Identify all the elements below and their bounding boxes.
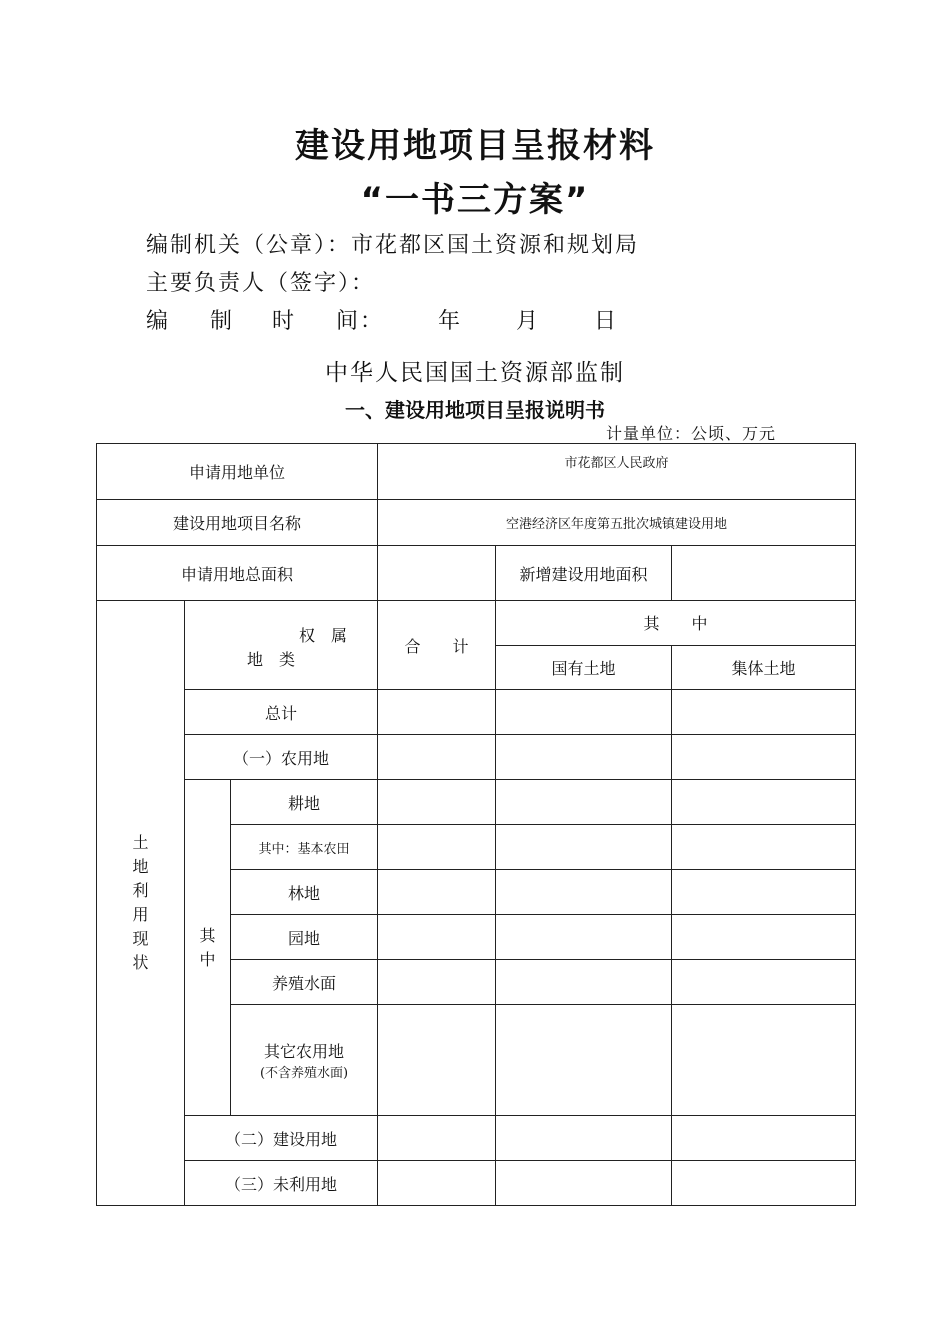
other-agri-note: (不含养殖水面) bbox=[259, 1066, 349, 1081]
cultivated-label: 耕地 bbox=[231, 780, 378, 825]
project-row bbox=[97, 500, 856, 546]
row-unused bbox=[97, 1161, 856, 1206]
cell bbox=[672, 915, 856, 960]
cell bbox=[496, 690, 672, 735]
cell bbox=[496, 915, 672, 960]
applicant-label: 申请用地单位 bbox=[97, 444, 378, 500]
org-line bbox=[146, 228, 639, 259]
row-construction bbox=[97, 1116, 856, 1161]
cell bbox=[496, 1005, 672, 1116]
row-agri bbox=[97, 735, 856, 780]
document-title: 建设用地项目呈报材料 bbox=[295, 126, 655, 166]
state-land-header: 国有土地 bbox=[496, 645, 672, 690]
cell bbox=[378, 960, 496, 1005]
agri-label: （一）农用地 bbox=[185, 735, 378, 780]
cell bbox=[496, 780, 672, 825]
project-label: 建设用地项目名称 bbox=[97, 500, 378, 546]
other-agri-cell bbox=[231, 1005, 378, 1116]
cell bbox=[378, 870, 496, 915]
cell bbox=[672, 735, 856, 780]
supervisor-line: 中华人民国国土资源部监制 bbox=[325, 360, 625, 386]
applicant-value: 市花都区人民政府 bbox=[378, 444, 856, 500]
document-subtitle: “一书三方案” bbox=[360, 180, 590, 220]
landtype-label: 地 类 bbox=[247, 650, 296, 669]
date-char-3: 时 bbox=[272, 309, 297, 334]
total-area-label: 申请用地总面积 bbox=[97, 546, 378, 601]
total-header: 合 计 bbox=[378, 601, 496, 690]
project-value: 空港经济区年度第五批次城镇建设用地 bbox=[378, 500, 856, 546]
cell bbox=[496, 1116, 672, 1161]
sum-label: 总计 bbox=[185, 690, 378, 735]
cell bbox=[672, 825, 856, 870]
collective-land-header: 集体土地 bbox=[672, 645, 856, 690]
date-char-1: 编 bbox=[146, 309, 171, 334]
cell bbox=[378, 1161, 496, 1206]
header-row-1 bbox=[97, 601, 856, 646]
cell bbox=[378, 1005, 496, 1116]
cell bbox=[672, 1161, 856, 1206]
among-header: 其 中 bbox=[496, 601, 856, 646]
ownership-label: 权 属 bbox=[299, 626, 348, 645]
cell bbox=[672, 960, 856, 1005]
new-area-value bbox=[672, 546, 856, 601]
other-agri-label: 其它农用地 bbox=[264, 1042, 345, 1061]
date-char-4: 间： bbox=[336, 309, 385, 334]
forest-label: 林地 bbox=[231, 870, 378, 915]
row-cultivated bbox=[97, 780, 856, 825]
head-label: 主要负责人（签字）： bbox=[146, 271, 376, 296]
cell bbox=[496, 735, 672, 780]
date-month: 月 bbox=[516, 309, 541, 334]
applicant-row bbox=[97, 444, 856, 500]
cell bbox=[496, 825, 672, 870]
row-sum bbox=[97, 690, 856, 735]
head-line bbox=[146, 266, 375, 297]
cell bbox=[672, 780, 856, 825]
cell bbox=[496, 960, 672, 1005]
section-title: 一、建设用地项目呈报说明书 bbox=[345, 398, 605, 422]
total-area-value bbox=[378, 546, 496, 601]
land-status-label: 土地利用现状 bbox=[97, 601, 185, 1206]
aquaculture-label: 养殖水面 bbox=[231, 960, 378, 1005]
basic-farm-label: 其中：基本农田 bbox=[231, 825, 378, 870]
garden-label: 园地 bbox=[231, 915, 378, 960]
cell bbox=[672, 1116, 856, 1161]
unit-line: 计量单位：公顷、万元 bbox=[606, 424, 777, 443]
cell bbox=[496, 870, 672, 915]
area-row bbox=[97, 546, 856, 601]
cell bbox=[672, 870, 856, 915]
date-day: 日 bbox=[594, 309, 619, 334]
land-use-form-table bbox=[96, 443, 856, 1206]
org-value: 市花都区国土资源和规划局 bbox=[351, 233, 640, 258]
unused-label: （三）未利用地 bbox=[185, 1161, 378, 1206]
new-area-label: 新增建设用地面积 bbox=[496, 546, 672, 601]
ownership-landtype-header bbox=[185, 601, 378, 690]
cell bbox=[672, 1005, 856, 1116]
org-label: 编制机关（公章）： bbox=[146, 233, 352, 258]
cell bbox=[378, 735, 496, 780]
cell bbox=[672, 690, 856, 735]
construction-label: （二）建设用地 bbox=[185, 1116, 378, 1161]
cell bbox=[378, 780, 496, 825]
cell bbox=[378, 690, 496, 735]
among-label: 其中 bbox=[185, 780, 231, 1116]
cell bbox=[496, 1161, 672, 1206]
date-char-2: 制 bbox=[210, 309, 235, 334]
cell bbox=[378, 825, 496, 870]
date-year: 年 bbox=[438, 309, 463, 334]
cell bbox=[378, 915, 496, 960]
cell bbox=[378, 1116, 496, 1161]
